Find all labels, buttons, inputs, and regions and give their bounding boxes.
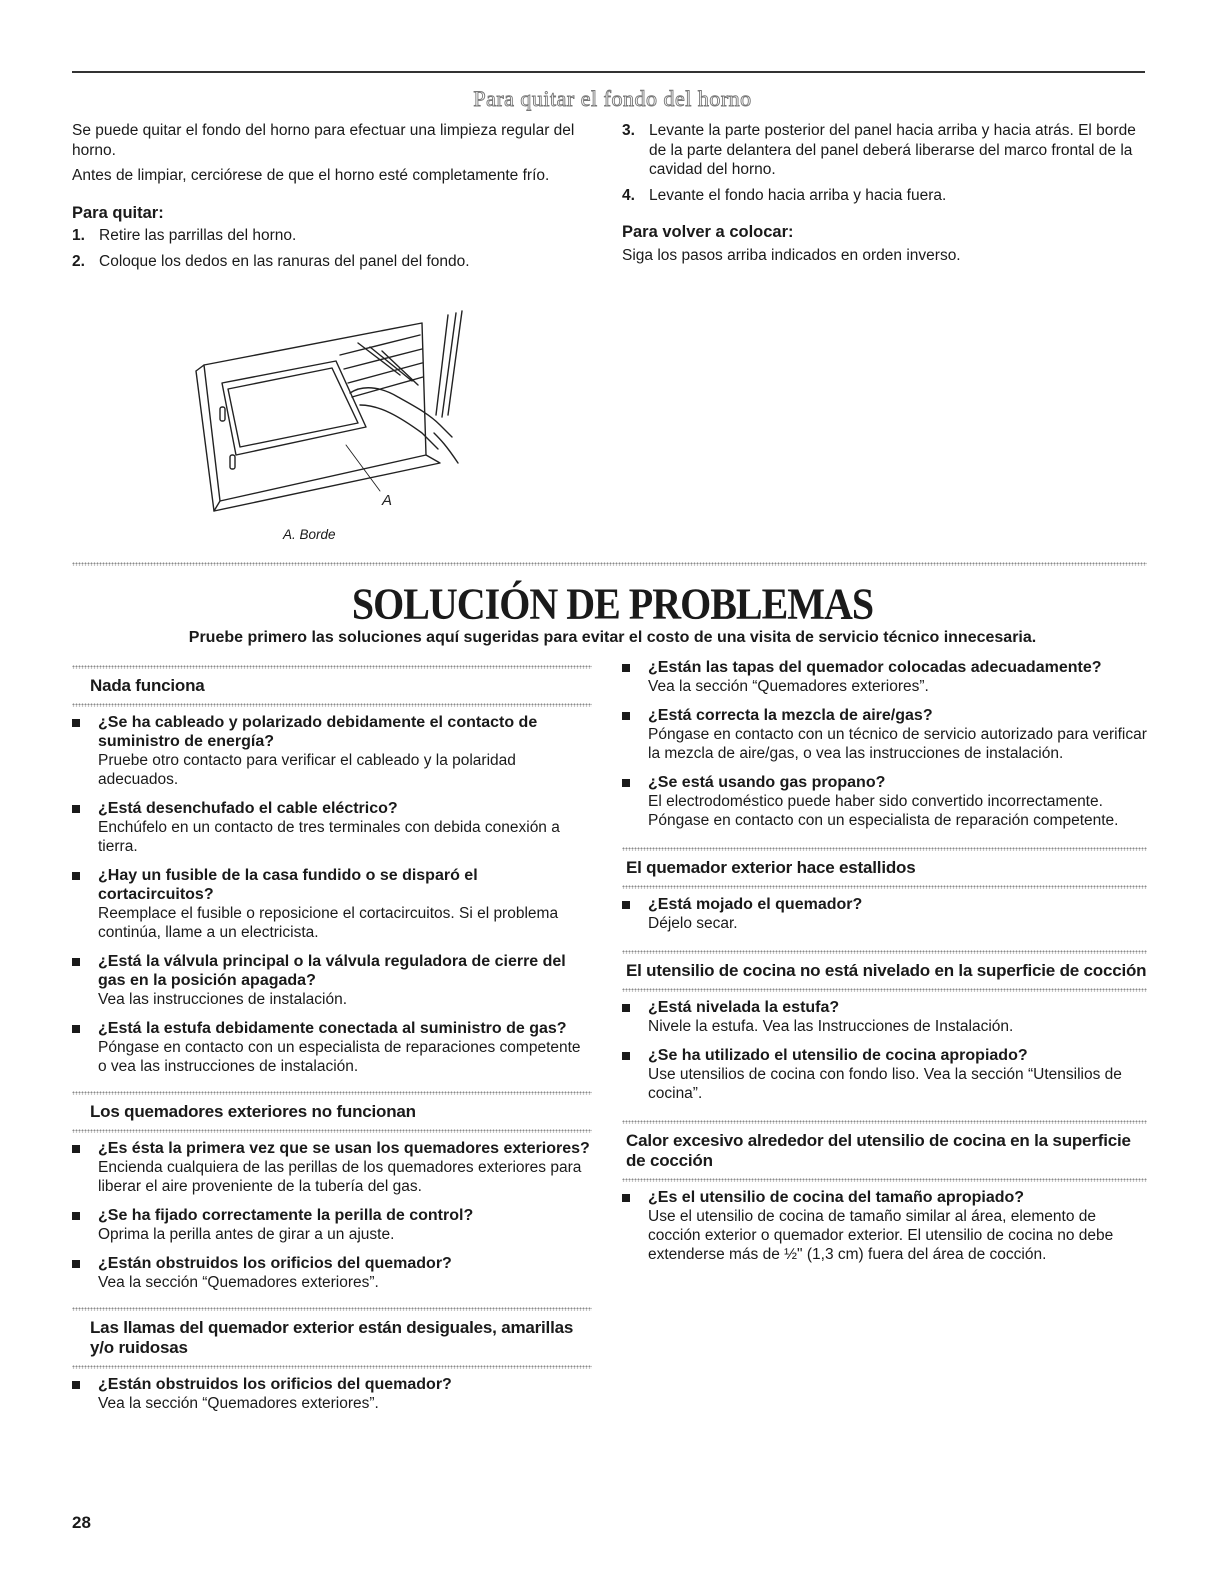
question: ¿Es el utensilio de cocina del tamaño apropiado?: [648, 1189, 1025, 1206]
step-text: Levante el fondo hacia arriba y hacia fuera.: [649, 186, 947, 204]
intro-paragraph-1: Se puede quitar el fondo del horno para efectuar una limpieza regular del horno.: [72, 122, 575, 159]
answer: Póngase en contacto con un especialista de reparaciones competente o vea las instrucciones de instalación.: [98, 1039, 581, 1075]
bullet-icon: [72, 1019, 98, 1076]
step-text: Coloque los dedos en las ranuras del panel del fondo.: [99, 252, 470, 270]
answer: Póngase en contacto con un técnico de servicio autorizado para verificar la mezcla de aire/gas, o vea las instrucciones de instalación.: [648, 726, 1147, 762]
list-item: [622, 658, 1147, 696]
answer: Vea la sección “Quemadores exteriores”.: [98, 1395, 379, 1412]
question: ¿Está nivelada la estufa?: [648, 999, 840, 1016]
answer: Use el utensilio de cocina de tamaño similar al área, elemento de cocción exterior o quemador exterior. El utensilio de cocina no debe extenderse más de ½" (1,3 cm) fuera del área de cocción.: [648, 1208, 1114, 1263]
page-title: SOLUCIÓN DE PROBLEMAS: [351, 578, 874, 629]
question: ¿Está la válvula principal o la válvula reguladora de cierre del gas en la posición apagada?: [98, 953, 566, 989]
step-text: Levante la parte posterior del panel hacia arriba y hacia atrás. El borde de la parte delantera del panel deberá liberarse del marco frontal de la cavidad del horno.: [649, 122, 1136, 178]
list-item: [622, 998, 1147, 1036]
list-item: [72, 1254, 592, 1292]
list-item: [72, 799, 592, 856]
problem-title: Calor excesivo alrededor del utensilio de cocina en la superficie de cocción: [626, 1131, 1131, 1170]
problem-title: Los quemadores exteriores no funcionan: [90, 1102, 416, 1121]
illustration-label: A: [382, 492, 393, 509]
bullet-icon: [622, 895, 648, 933]
question: ¿Están obstruidos los orificios del quemador?: [98, 1376, 452, 1393]
step-number: 1.: [72, 227, 85, 244]
list-item: [72, 1375, 592, 1413]
list-item: [72, 952, 592, 1009]
dotted-divider: [72, 703, 592, 707]
dotted-divider: [72, 1365, 592, 1369]
question: ¿Hay un fusible de la casa fundido o se disparó el cortacircuitos?: [98, 867, 478, 903]
bullet-icon: [622, 1188, 648, 1264]
bullet-icon: [72, 799, 98, 856]
question: ¿Están obstruidos los orificios del quemador?: [98, 1255, 452, 1272]
question: ¿Está mojado el quemador?: [648, 896, 863, 913]
problem-title: Las llamas del quemador exterior están desiguales, amarillas y/o ruidosas: [90, 1318, 574, 1357]
question: ¿Es ésta la primera vez que se usan los quemadores exteriores?: [98, 1140, 590, 1157]
list-item: [622, 895, 1147, 933]
problem-header: [622, 840, 1147, 895]
bullet-icon: [622, 1046, 648, 1103]
list-item: [72, 1139, 592, 1196]
bullet-icon: [72, 713, 98, 789]
list-item: [72, 866, 592, 942]
step-item: [72, 226, 582, 246]
answer: Use utensilios de cocina con fondo liso. Vea la sección “Utensilios de cocina”.: [648, 1066, 1122, 1102]
question: ¿Está desenchufado el cable eléctrico?: [98, 800, 398, 817]
problem-title: El utensilio de cocina no está nivelado en la superficie de cocción: [626, 961, 1147, 980]
list-item: [72, 713, 592, 789]
page-number: 28: [72, 1513, 91, 1532]
step-item: [622, 121, 1147, 180]
troubleshooting-right-column: [622, 658, 1147, 1264]
bullet-icon: [72, 952, 98, 1009]
question: ¿Están las tapas del quemador colocadas adecuadamente?: [648, 659, 1102, 676]
answer: Vea la sección “Quemadores exteriores”.: [648, 678, 929, 695]
answer: Vea las instrucciones de instalación.: [98, 991, 348, 1008]
step-number: 4.: [622, 186, 635, 204]
question: ¿Se está usando gas propano?: [648, 774, 886, 791]
question: ¿Se ha fijado correctamente la perilla de control?: [98, 1207, 474, 1224]
question: ¿Se ha utilizado el utensilio de cocina apropiado?: [648, 1047, 1028, 1064]
dotted-divider: [622, 988, 1147, 992]
intro-paragraph-2: Antes de limpiar, cerciórese de que el horno esté completamente frío.: [72, 167, 550, 184]
question: ¿Está la estufa debidamente conectada al suministro de gas?: [98, 1020, 567, 1037]
bullet-icon: [72, 1139, 98, 1196]
remove-heading: Para quitar:: [72, 203, 164, 222]
bullet-icon: [72, 1375, 98, 1413]
answer: Enchúfelo en un contacto de tres terminales con debida conexión a tierra.: [98, 819, 560, 855]
top-rule: [72, 71, 1145, 73]
problem-header: [622, 1113, 1147, 1188]
bullet-icon: [72, 1206, 98, 1244]
illustration-caption: A. Borde: [283, 527, 336, 542]
list-item: [622, 1046, 1147, 1103]
step-number: 3.: [622, 122, 635, 139]
answer: Pruebe otro contacto para verificar el cableado y la polaridad adecuados.: [98, 752, 516, 788]
removal-intro-column: [72, 121, 582, 277]
list-item: [72, 1019, 592, 1076]
bullet-icon: [622, 658, 648, 696]
step-item: [72, 252, 582, 272]
removal-steps-column: [622, 121, 1147, 271]
section-title: Para quitar el fondo del horno: [473, 86, 752, 111]
list-item: [622, 773, 1147, 830]
answer: Déjelo secar.: [648, 915, 738, 932]
bullet-icon: [622, 998, 648, 1036]
problem-header: [72, 658, 592, 713]
bullet-icon: [72, 866, 98, 942]
replace-heading: Para volver a colocar:: [622, 223, 794, 241]
step-number: 2.: [72, 252, 85, 270]
problem-title: El quemador exterior hace estallidos: [626, 858, 916, 877]
bullet-icon: [622, 773, 648, 830]
dotted-divider: [622, 1178, 1147, 1182]
problem-title: Nada funciona: [90, 676, 205, 695]
answer: Encienda cualquiera de las perillas de los quemadores exteriores para liberar el aire proveniente de la tubería del gas.: [98, 1159, 582, 1195]
step-item: [622, 186, 1147, 206]
problem-header: [72, 1084, 592, 1139]
problem-header: [622, 943, 1147, 998]
answer: El electrodoméstico puede haber sido convertido incorrectamente. Póngase en contacto con un especialista de reparación competente.: [648, 793, 1119, 829]
bullet-icon: [622, 706, 648, 763]
dotted-divider: [72, 1129, 592, 1133]
question: ¿Se ha cableado y polarizado debidamente el contacto de suministro de energía?: [98, 714, 538, 750]
troubleshooting-intro: Pruebe primero las soluciones aquí sugeridas para evitar el costo de una visita de servicio técnico innecesaria.: [188, 629, 1037, 646]
oven-bottom-illustration: [190, 305, 480, 520]
answer: Nivele la estufa. Vea las Instrucciones de Instalación.: [648, 1018, 1014, 1035]
troubleshooting-left-column: [72, 658, 592, 1413]
list-item: [72, 1206, 592, 1244]
problem-header: [72, 1300, 592, 1375]
step-text: Retire las parrillas del horno.: [99, 227, 297, 244]
bullet-icon: [72, 1254, 98, 1292]
answer: Vea la sección “Quemadores exteriores”.: [98, 1274, 379, 1291]
question: ¿Está correcta la mezcla de aire/gas?: [648, 707, 933, 724]
dotted-divider: [622, 885, 1147, 889]
list-item: [622, 1188, 1147, 1264]
answer: Reemplace el fusible o reposicione el cortacircuitos. Si el problema continúa, llame a un electricista.: [98, 905, 559, 941]
answer: Oprima la perilla antes de girar a un ajuste.: [98, 1226, 395, 1243]
section-divider: [72, 562, 1147, 566]
replace-text: Siga los pasos arriba indicados en orden inverso.: [622, 246, 961, 264]
list-item: [622, 706, 1147, 763]
